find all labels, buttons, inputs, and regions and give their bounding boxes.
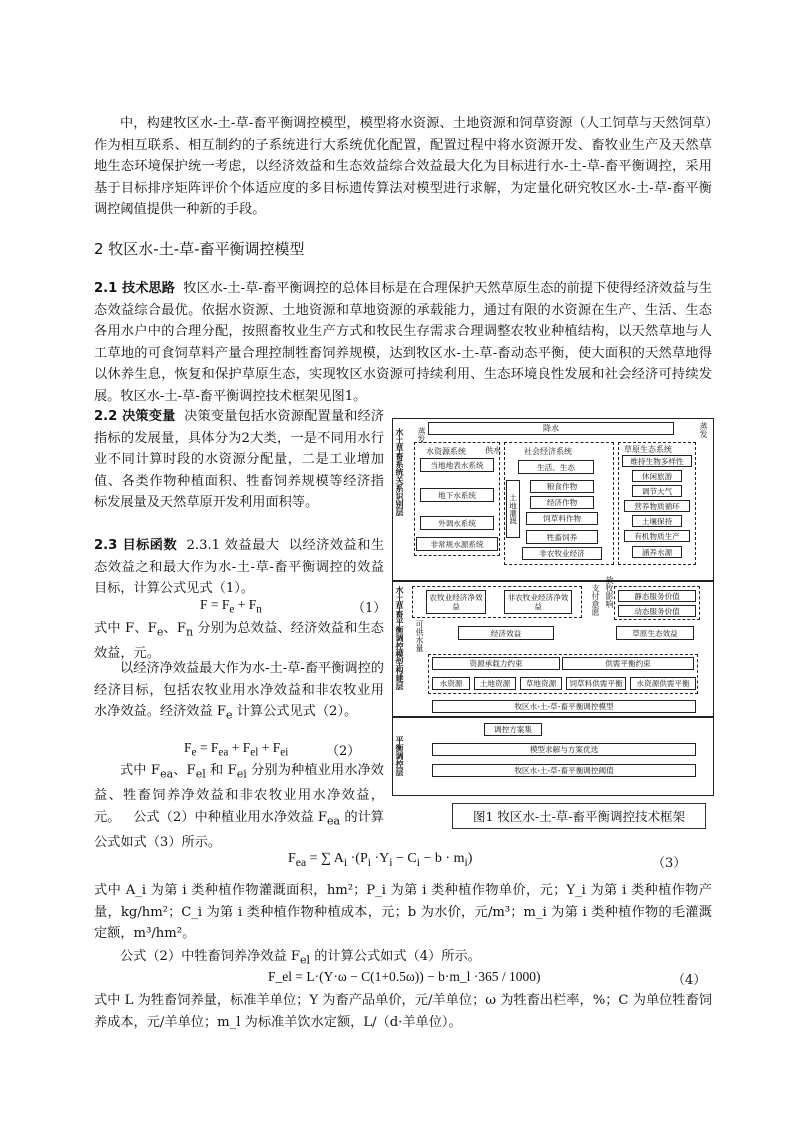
forage-crops-box: 饲草料作物 bbox=[526, 512, 598, 525]
section-2-2-paragraph bbox=[94, 406, 384, 514]
section-2-2-heading: 2.2 决策变量 bbox=[94, 409, 176, 424]
biodiversity-box: 维持生物多样性 bbox=[622, 455, 692, 467]
model-solving-box: 模型求解与方案优选 bbox=[432, 743, 696, 756]
unconventional-water-box: 非常规水源系统 bbox=[416, 537, 498, 551]
section-2-3-paragraph bbox=[94, 535, 384, 600]
water-balance-box: 水资源供需平衡 bbox=[630, 677, 696, 690]
layer-3-label: 平衡调控层 bbox=[395, 736, 404, 776]
resource-constraint-box: 资源承载力约束 bbox=[432, 657, 560, 670]
section-2-3-heading: 2.3 目标函数 bbox=[94, 538, 178, 553]
layer-3-frame bbox=[392, 717, 714, 796]
equation-3-number: （3） bbox=[652, 856, 687, 871]
regulation-model-box: 牧区水-土-草-畜平衡调控模型 bbox=[432, 700, 696, 713]
soil-conservation-box: 土壤保持 bbox=[632, 515, 682, 527]
non-agri-net-benefit-box: 非农牧业经济净效益 bbox=[504, 590, 572, 614]
forage-balance-box: 饲草料供需平衡 bbox=[566, 677, 626, 690]
evaporation-left-label: 蒸发 bbox=[417, 427, 426, 443]
land-resource-box: 土地资源 bbox=[474, 677, 516, 690]
section-2-3-1-text: 以经济效益和生态效益之和最大作为水-土-草-畜平衡调控的效益目标，计算公式见式（1）。 bbox=[94, 538, 385, 596]
equation-4-intro: 公式（2）中牲畜饲养净效益 $F_{el}$ 的计算公式如式（4）所示。 bbox=[120, 949, 481, 967]
non-agri-economy-box: 非农牧业经济 bbox=[522, 547, 602, 560]
water-conservation-box: 涵养水源 bbox=[632, 546, 682, 558]
livestock-box: 牲畜饲养 bbox=[526, 530, 598, 544]
intro-paragraph: 中，构建牧区水-土-草-畜平衡调控模型，模型将水资源、土地资源和饲草资源（人工饲草与天然饲草）作为相互联系、相互制约的子系统进行大系统优化配置，配置过程中将水资源开发、畜牧业生产及天然草地生态环境保护统一考虑，以经济效益和生态效益综合效益最大化为目标进行水-土-草-畜平衡调控，采用基于目标排序矩阵评价个体适应度的多目标遗传算法对模型进行求解，为定量化研究牧区水-土-草-畜平衡调控阈值提供一种新的手段。 bbox=[94, 116, 712, 217]
economic-crops-box: 经济作物 bbox=[530, 496, 594, 509]
equation-4-number: （4） bbox=[672, 973, 707, 988]
equation-1-description: 式中 F、$F_e$、$F_n$ 分别为总效益、经济效益和生态效益，元。 bbox=[94, 621, 384, 662]
equation-2-description: 式中 $F_{ea}$、$F_{el}$ 和 $F_{ei}$ 分别为种植业用水净效益、牲畜饲养净效益和非农牧业用水净效益，元。 公式（2）中种植业用水净效益 $F_{ea}$ 的计算公式如式（3）所示。 bbox=[94, 763, 384, 850]
grass-resource-box: 草地资源 bbox=[520, 677, 562, 690]
precipitation-box: 降水 bbox=[428, 422, 674, 435]
equation-1-number: （1） bbox=[352, 601, 387, 616]
grassland-system-title: 草原生态系统 bbox=[624, 445, 672, 454]
tourism-box: 休闲旅游 bbox=[632, 470, 682, 482]
grassland-eco-benefit-box: 草原生态效益 bbox=[616, 626, 694, 640]
equation-2-number: （2） bbox=[326, 744, 361, 759]
transferred-water-box: 外调水系统 bbox=[420, 516, 494, 530]
layer-1-label: 水土草畜系统关系识别层 bbox=[395, 428, 404, 516]
agri-net-benefit-box: 农牧业经济净效益 bbox=[426, 590, 486, 614]
grain-crops-box: 粮食作物 bbox=[530, 480, 594, 493]
available-water-label: 可供水量 bbox=[415, 620, 424, 652]
figure-1-caption: 图1 牧区水-土-草-畜平衡调控技术框架 bbox=[452, 803, 706, 829]
section-title: 2 牧区水-土-草-畜平衡调控模型 bbox=[94, 240, 305, 258]
equation-4: F_el = L·(Y·ω − C(1+0.5ω)) − b·m_l ·365 / 1000) bbox=[268, 969, 541, 984]
living-ecology-box: 生活、生态 bbox=[518, 460, 594, 474]
evaporation-right-label: 蒸发 bbox=[699, 422, 708, 438]
section-2-1-paragraph bbox=[94, 278, 712, 407]
equation-1: $F = F_e + F_n$ bbox=[200, 597, 262, 616]
economic-goal-paragraph: 以经济净效益最大作为水-土-草-畜平衡调控的经济目标，包括农牧业用水净效益和非农牧业用水净效益。经济效益 $F_e$ 计算公式见式（2）。 bbox=[94, 661, 384, 722]
organic-production-box: 有机物质生产 bbox=[624, 530, 690, 542]
land-irrigation-box: 土地灌溉 bbox=[506, 480, 520, 538]
equation-3-description: 式中 A_i 为第 i 类种植作物灌溉面积，hm²；P_i 为第 i 类种植作物单价，元；Y_i 为第 i 类种植作物产量，kg/hm²；C_i 为第 i 类种植作物种植成本，元；b 为水价，元/m³；m_i 为第 i 类种植作物的毛灌溉定额，m³/hm²。 bbox=[94, 883, 712, 941]
economic-benefit-box: 经济效益 bbox=[458, 626, 554, 640]
willingness-to-pay-label: 支付意愿 bbox=[591, 584, 600, 616]
grazing-impact-label: 放牧影响 bbox=[605, 576, 614, 608]
section-2-1-heading: 2.1 技术思路 bbox=[94, 281, 175, 296]
static-value-box: 静态服务价值 bbox=[618, 590, 696, 602]
figure-1-framework bbox=[392, 418, 714, 796]
water-system-title: 水资源系统 bbox=[426, 447, 466, 456]
supply-label: 供水 bbox=[485, 446, 501, 455]
threshold-box: 牧区水-土-草-畜平衡调控阈值 bbox=[432, 764, 696, 777]
nutrient-cycle-box: 营养物质循环 bbox=[624, 500, 690, 512]
scheme-set-box: 调控方案集 bbox=[484, 723, 542, 736]
section-2-3-1-heading: 2.3.1 效益最大 bbox=[186, 538, 280, 553]
equation-3: $F_{ea}$ = ∑ $A_i \cdot(P_i \cdot Y_i - C_i - b \cdot m_i)$ bbox=[288, 851, 473, 869]
equation-2: $F_e = F_{ea} + F_{el} + F_{ei}$ bbox=[184, 740, 289, 759]
equation-4-description: 式中 L 为牲畜饲养量，标准羊单位；Y 为畜产品单价，元/羊单位；ω 为牲畜出栏率，%；C 为单位牲畜饲养成本，元/羊单位；m_l 为标准羊饮水定额，L/（d·羊单位）。 bbox=[94, 993, 712, 1030]
groundwater-box: 地下水系统 bbox=[420, 488, 494, 502]
dynamic-value-box: 动态服务价值 bbox=[618, 605, 696, 617]
section-2-2-text: 决策变量包括水资源配置量和经济指标的发展量，具体分为2大类，一是不同用水行业不同计算时段的水资源分配量，二是工业增加值、各类作物种植面积、牲畜饲养规模等经济指标发展量及天然草原开发利用面积等。 bbox=[94, 409, 385, 510]
supply-demand-constraint-box: 供需平衡约束 bbox=[562, 657, 694, 670]
surface-water-box: 当地地表水系统 bbox=[420, 458, 494, 472]
layer-2-label: 水土草畜平衡调控模型构建层 bbox=[395, 586, 404, 690]
social-economic-title: 社会经济系统 bbox=[524, 447, 572, 456]
water-resource-box: 水资源 bbox=[432, 677, 470, 690]
section-2-1-text: 牧区水-土-草-畜平衡调控的总体目标是在合理保护天然草原生态的前提下使得经济效益与生态效益综合最优。依据水资源、土地资源和草地资源的承载能力，通过有限的水资源在生产、生活、生态各用水户中的合理分配，按照畜牧业生产方式和牧民生存需求合理调整农牧业种植结构，以天然草地与人工草地的可食饲草料产量合理控制牲畜饲养规模，达到牧区水-土-草-畜动态平衡，使大面积的天然草地得以休养生息，恢复和保护草原生态，实现牧区水资源可持续利用、生态环境良性发展和社会经济可持续发展。牧区水-土-草-畜平衡调控技术框架见图1。 bbox=[94, 281, 712, 404]
atmosphere-box: 调节大气 bbox=[632, 485, 682, 497]
